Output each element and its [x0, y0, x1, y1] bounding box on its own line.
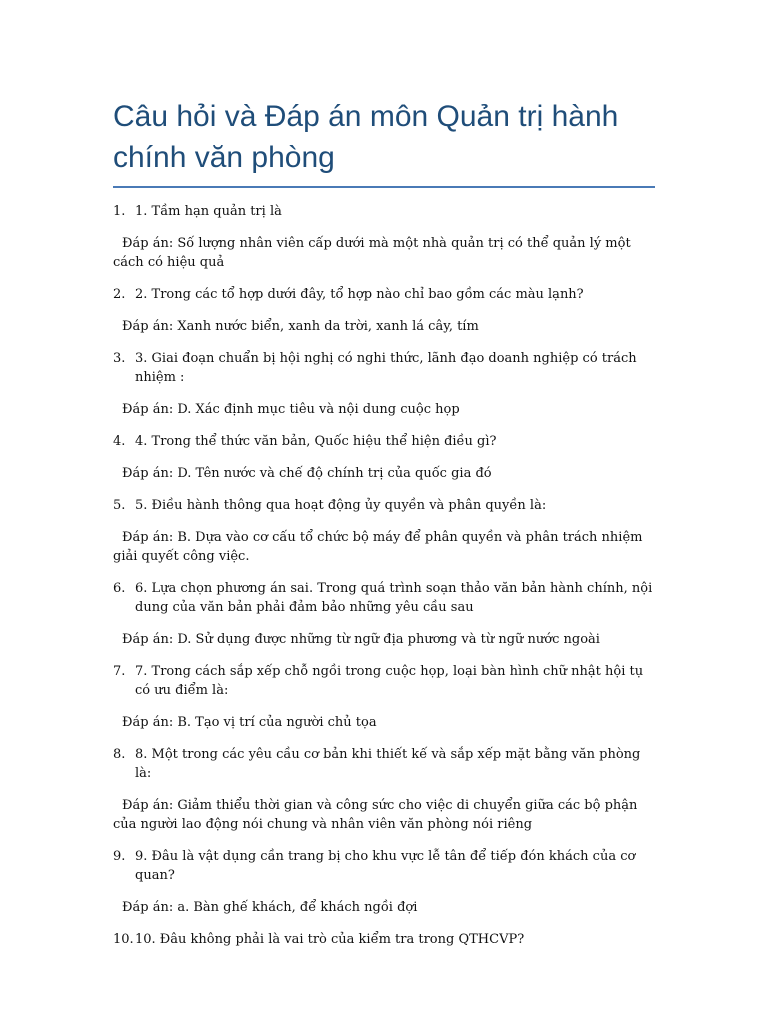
question: [113, 847, 655, 885]
document-title: Câu hỏi và Đáp án môn Quản trị hành chính văn phòng: [113, 100, 619, 174]
answer-text: Đáp án: Xanh nước biển, xanh da trời, xanh lá cây, tím: [122, 319, 479, 334]
list-item: [113, 496, 655, 566]
question-text: 4. Trong thể thức văn bản, Quốc hiệu thể hiện điều gì?: [135, 434, 497, 449]
question: [113, 662, 655, 700]
question-number: 8.: [113, 747, 126, 762]
question-text: 5. Điều hành thông qua hoạt động ủy quyền và phân quyền là:: [135, 498, 547, 513]
question-number: 1.: [113, 204, 126, 219]
question-number: 6.: [113, 581, 126, 596]
question-text: 3. Giai đoạn chuẩn bị hội nghị có nghi thức, lãnh đạo doanh nghiệp có trách nhiệm :: [135, 351, 637, 385]
question: [113, 745, 655, 783]
question-text: 7. Trong cách sắp xếp chỗ ngồi trong cuộc họp, loại bàn hình chữ nhật hội tụ có ưu điểm là:: [135, 664, 644, 698]
question: [113, 496, 655, 515]
answer: [113, 400, 655, 419]
answer: [113, 464, 655, 483]
answer-text: Đáp án: Giảm thiểu thời gian và công sức cho việc di chuyển giữa các bộ phận của người lao động nói chung và nhân viên văn phòng nói riêng: [113, 798, 638, 832]
question: [113, 285, 655, 304]
answer: [113, 234, 655, 272]
answer-text: Đáp án: D. Xác định mục tiêu và nội dung cuộc họp: [122, 402, 460, 417]
question-text: 8. Một trong các yêu cầu cơ bản khi thiết kế và sắp xếp mặt bằng văn phòng là:: [135, 747, 641, 781]
question: [113, 202, 655, 221]
answer-text: Đáp án: a. Bàn ghế khách, để khách ngồi đợi: [122, 900, 418, 915]
question: [113, 432, 655, 451]
answer: [113, 630, 655, 649]
question: [113, 579, 655, 617]
answer-text: Đáp án: B. Tạo vị trí của người chủ tọa: [122, 715, 377, 730]
answer: [113, 528, 655, 566]
list-item: [113, 662, 655, 732]
question-number: 3.: [113, 351, 126, 366]
answer: [113, 898, 655, 917]
list-item: [113, 285, 655, 336]
list-item: [113, 432, 655, 483]
title-divider: [113, 186, 655, 188]
question-number: 10.: [113, 932, 134, 947]
answer-text: Đáp án: B. Dựa vào cơ cấu tổ chức bộ máy để phân quyền và phân trách nhiệm giải quyết công việc.: [113, 530, 643, 564]
list-item: [113, 847, 655, 917]
answer-text: Đáp án: D. Sử dụng được những từ ngữ địa phương và từ ngữ nước ngoài: [122, 632, 600, 647]
question-number: 5.: [113, 498, 126, 513]
question-number: 4.: [113, 434, 126, 449]
question-number: 2.: [113, 287, 126, 302]
question-number: 9.: [113, 849, 126, 864]
answer-text: Đáp án: Số lượng nhân viên cấp dưới mà một nhà quản trị có thể quản lý một cách có hiệu quả: [113, 236, 631, 270]
document-page: [113, 0, 655, 949]
question: [113, 930, 655, 949]
answer-text: Đáp án: D. Tên nước và chế độ chính trị của quốc gia đó: [122, 466, 492, 481]
question-text: 9. Đâu là vật dụng cần trang bị cho khu vực lễ tân để tiếp đón khách của cơ quan?: [135, 849, 636, 883]
qa-list: [113, 202, 655, 949]
question-text: 10. Đâu không phải là vai trò của kiểm tra trong QTHCVP?: [135, 932, 525, 947]
list-item: [113, 202, 655, 272]
question-text: 2. Trong các tổ hợp dưới đây, tổ hợp nào chỉ bao gồm các màu lạnh?: [135, 287, 584, 302]
answer: [113, 796, 655, 834]
list-item: [113, 349, 655, 419]
list-item: [113, 579, 655, 649]
answer: [113, 317, 655, 336]
question-text: 1. Tầm hạn quản trị là: [135, 204, 282, 219]
question-text: 6. Lựa chọn phương án sai. Trong quá trình soạn thảo văn bản hành chính, nội dung của văn bản phải đảm bảo những yêu cầu sau: [135, 581, 653, 615]
list-item: [113, 745, 655, 834]
question: [113, 349, 655, 387]
answer: [113, 713, 655, 732]
list-item: [113, 930, 655, 949]
question-number: 7.: [113, 664, 126, 679]
